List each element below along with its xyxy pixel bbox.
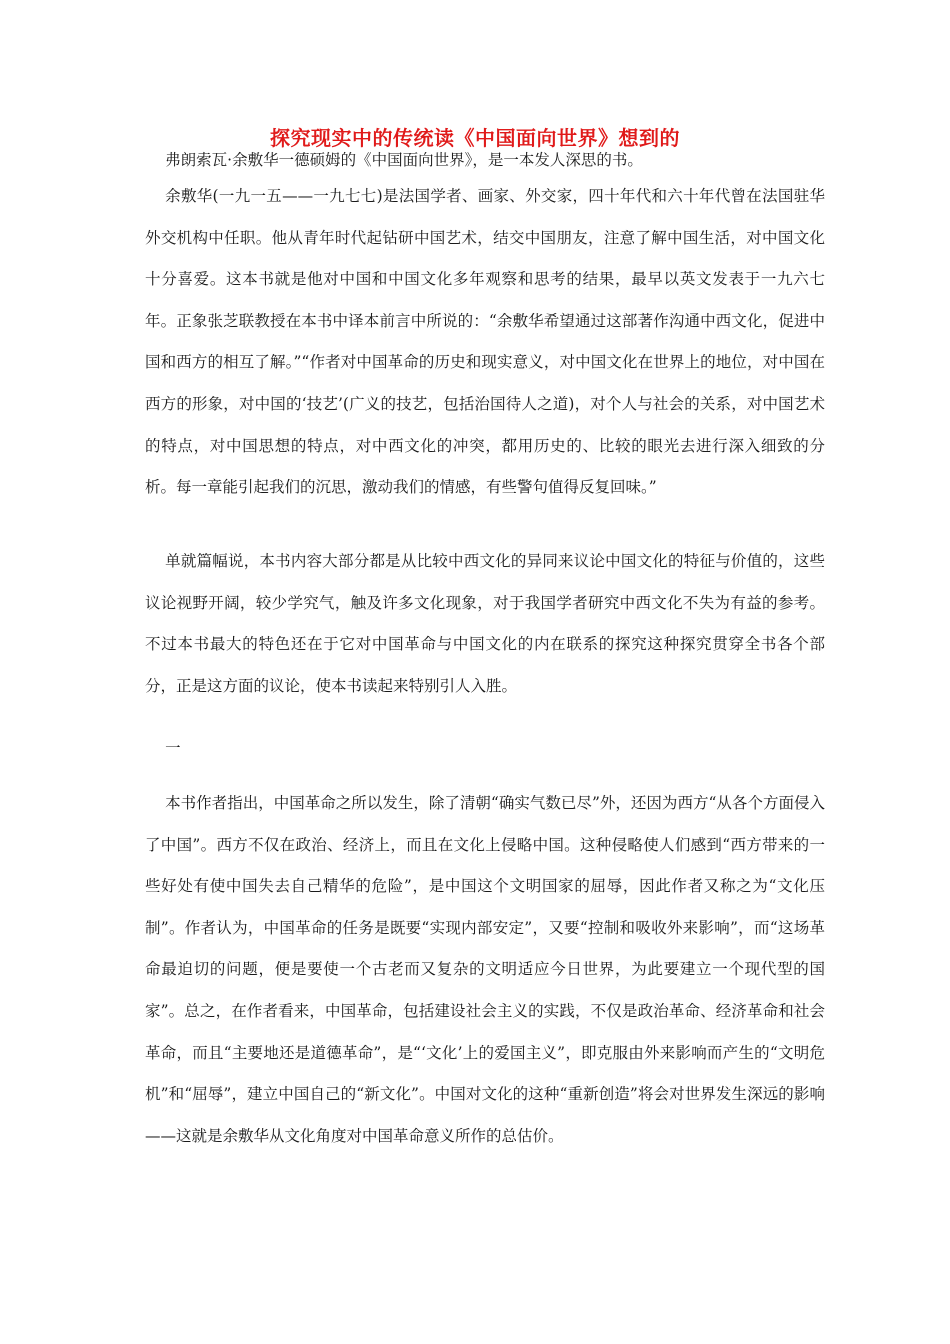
intro-paragraph — [145, 140, 825, 181]
revolution-paragraph — [145, 783, 825, 1157]
author-paragraph — [145, 176, 825, 509]
content-paragraph — [145, 541, 825, 707]
paragraph-text: 余敷华(一九一五——一九七七)是法国学者、画家、外交家，四十年代和六十年代曾在法国驻华外交机构中任职。他从青年时代起钻研中国艺术，结交中国朋友，注意了解中国生活，对中国文化十分喜爱。这本书就是他对中国和中国文化多年观察和思考的结果，最早以英文发表于一九六七年。正象张芝联教授在本书中译本前言中所说的：“余敷华希望通过这部著作沟通中西文化，促进中国和西方的相互了解。”“作者对中国革命的历史和现实意义，对中国文化在世界上的地位，对中国在西方的形象，对中国的‘技艺’(广义的技艺，包括治国待人之道)，对个人与社会的关系，对中国艺术的特点，对中国思想的特点，对中西文化的冲突，都用历史的、比较的眼光去进行深入细致的分析。每一章能引起我们的沉思，激动我们的情感，有些警句值得反复回味。” — [145, 187, 825, 497]
section-marker: 一 — [165, 739, 181, 757]
paragraph-text: 弗朗索瓦·余敷华一德硕姆的《中国面向世界》，是一本发人深思的书。 — [165, 151, 643, 169]
paragraph-text: 单就篇幅说，本书内容大部分都是从比较中西文化的异同来议论中国文化的特征与价值的，这些议论视野开阔，较少学究气，触及许多文化现象，对于我国学者研究中西文化不失为有益的参考。不过本书最大的特色还在于它对中国革命与中国文化的内在联系的探究这种探究贯穿全书各个部分，正是这方面的议论，使本书读起来特别引人入胜。 — [145, 552, 825, 695]
paragraph-text: 本书作者指出，中国革命之所以发生，除了清朝“确实气数已尽”外，还因为西方“从各个方面侵入了中国”。西方不仅在政治、经济上，而且在文化上侵略中国。这种侵略使人们感到“西方带来的一些好处有使中国失去自己精华的危险”，是中国这个文明国家的屈辱，因此作者又称之为“文化压制”。作者认为，中国革命的任务是既要“实现内部安定”，又要“控制和吸收外来影响”，而“这场革命最迫切的问题，便是要使一个古老而又复杂的文明适应今日世界，为此要建立一个现代型的国家”。总之，在作者看来，中国革命，包括建设社会主义的实践，不仅是政治革命、经济革命和社会革命，而且“主要地还是道德革命”，是“‘文化’上的爱国主义”，即克服由外来影响而产生的“文明危机”和“屈辱”，建立中国自己的“新文化”。中国对文化的这种“重新创造”将会对世界发生深远的影响——这就是余敷华从文化角度对中国革命意义所作的总估价。 — [145, 794, 825, 1145]
section-heading — [145, 728, 825, 770]
document-title: 探究现实中的传统读《中国面向世界》想到的 — [270, 126, 680, 150]
